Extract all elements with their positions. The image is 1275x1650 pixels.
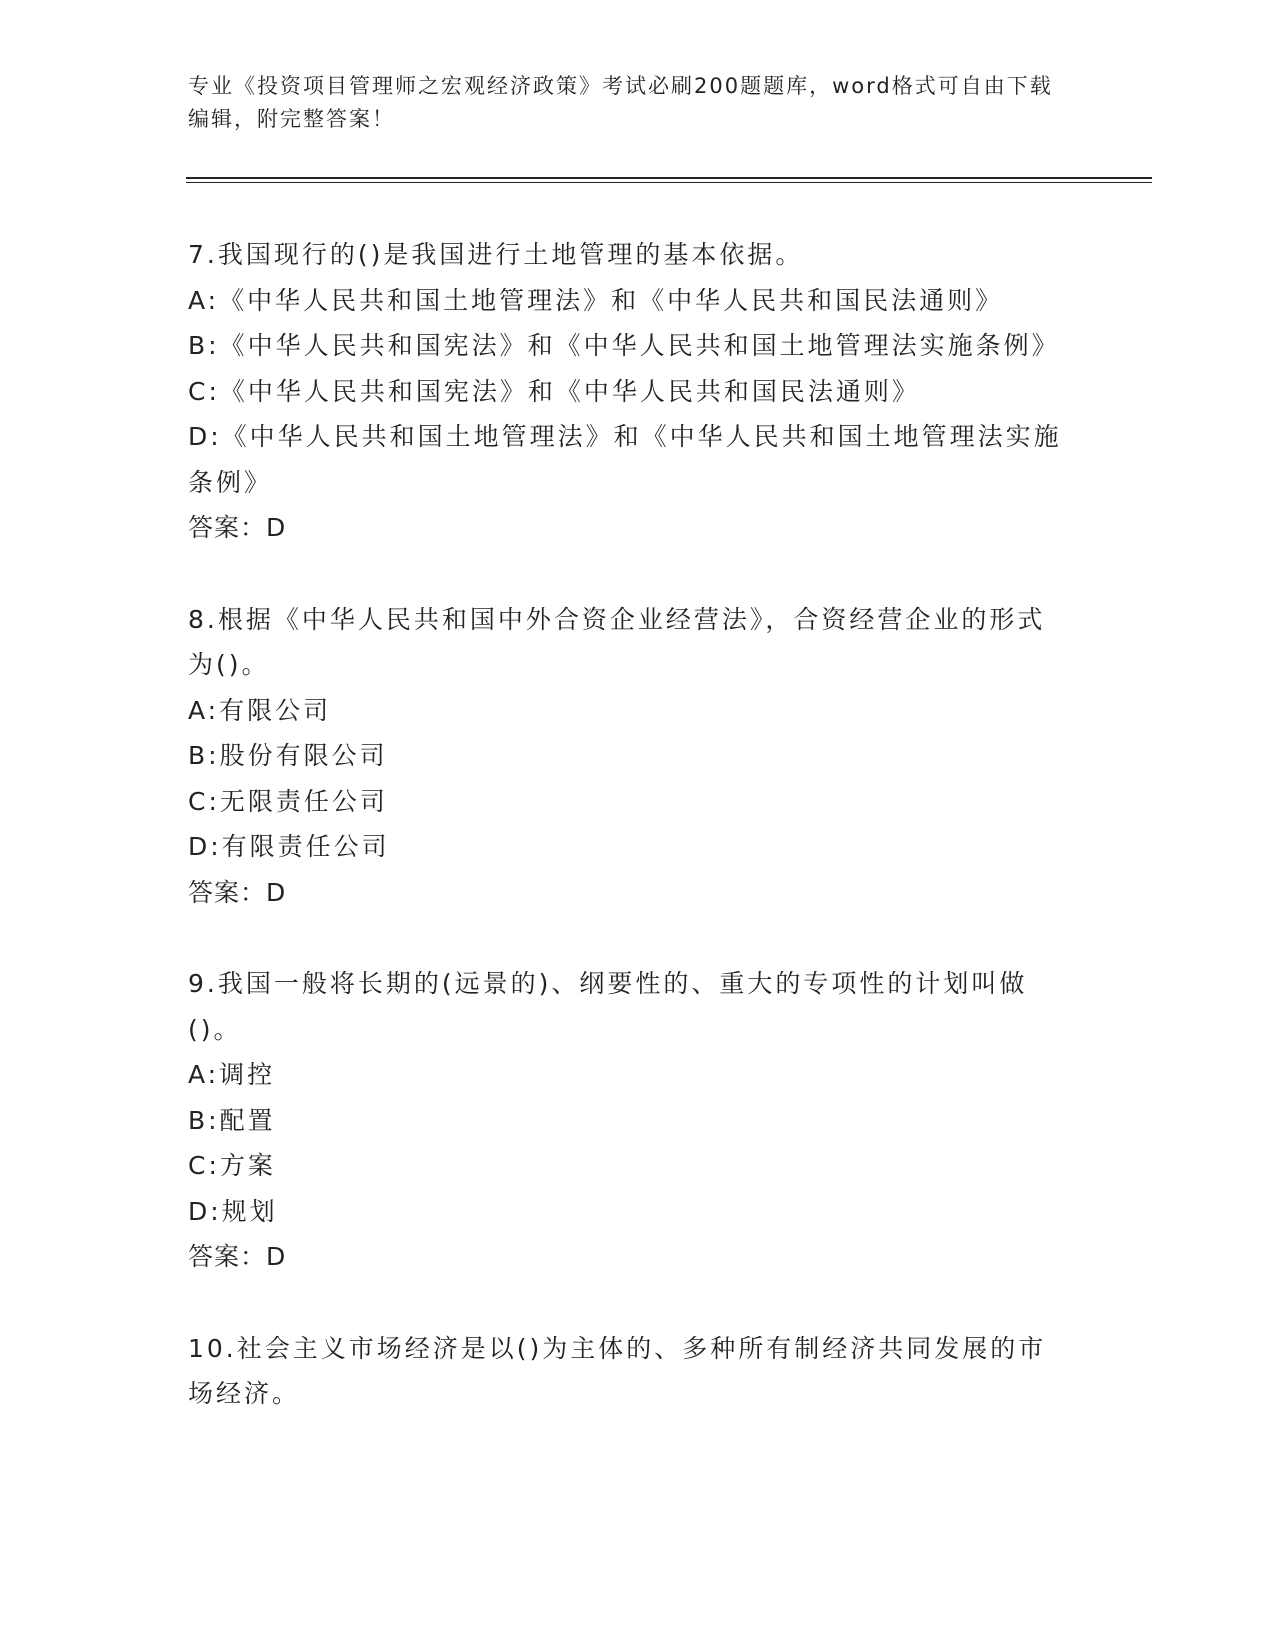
question-stem: 7.我国现行的()是我国进行土地管理的基本依据。 [188, 240, 804, 269]
question-8 [188, 597, 1068, 916]
option-a: A:调控 [188, 1060, 276, 1089]
option-c: C:无限责任公司 [188, 786, 388, 816]
question-7 [188, 232, 1068, 551]
question-list [188, 232, 1068, 1463]
option-b: B:《中华人民共和国宪法》和《中华人民共和国土地管理法实施条例》 [188, 331, 1060, 360]
answer: 答案：D [188, 877, 287, 907]
question-stem: 8.根据《中华人民共和国中外合资企业经营法》，合资经营企业的形式为()。 [188, 604, 1046, 679]
question-stem: 10.社会主义市场经济是以()为主体的、多种所有制经济共同发展的市场经济。 [188, 1333, 1047, 1408]
header-divider-thick [186, 177, 1152, 179]
option-b: B:股份有限公司 [188, 741, 388, 770]
option-b: B:配置 [188, 1105, 276, 1135]
option-c: C:《中华人民共和国宪法》和《中华人民共和国民法通则》 [188, 376, 920, 406]
option-d: D:有限责任公司 [188, 832, 390, 861]
header-divider-thin [186, 182, 1152, 183]
question-9 [188, 961, 1068, 1280]
document-header: 专业《投资项目管理师之宏观经济政策》考试必刷200题题库，word格式可自由下载编辑，附完整答案！ [188, 74, 1053, 131]
answer: 答案：D [188, 1242, 287, 1271]
question-stem: 9.我国一般将长期的(远景的)、纲要性的、重大的专项性的计划叫做()。 [188, 969, 1028, 1044]
option-a: A:有限公司 [188, 695, 332, 725]
option-d: D:规划 [188, 1196, 278, 1226]
question-10 [188, 1326, 1068, 1417]
option-a: A:《中华人民共和国土地管理法》和《中华人民共和国民法通则》 [188, 285, 1004, 315]
option-d: D:《中华人民共和国土地管理法》和《中华人民共和国土地管理法实施条例》 [188, 422, 1062, 497]
option-c: C:方案 [188, 1151, 276, 1180]
answer: 答案：D [188, 513, 287, 542]
